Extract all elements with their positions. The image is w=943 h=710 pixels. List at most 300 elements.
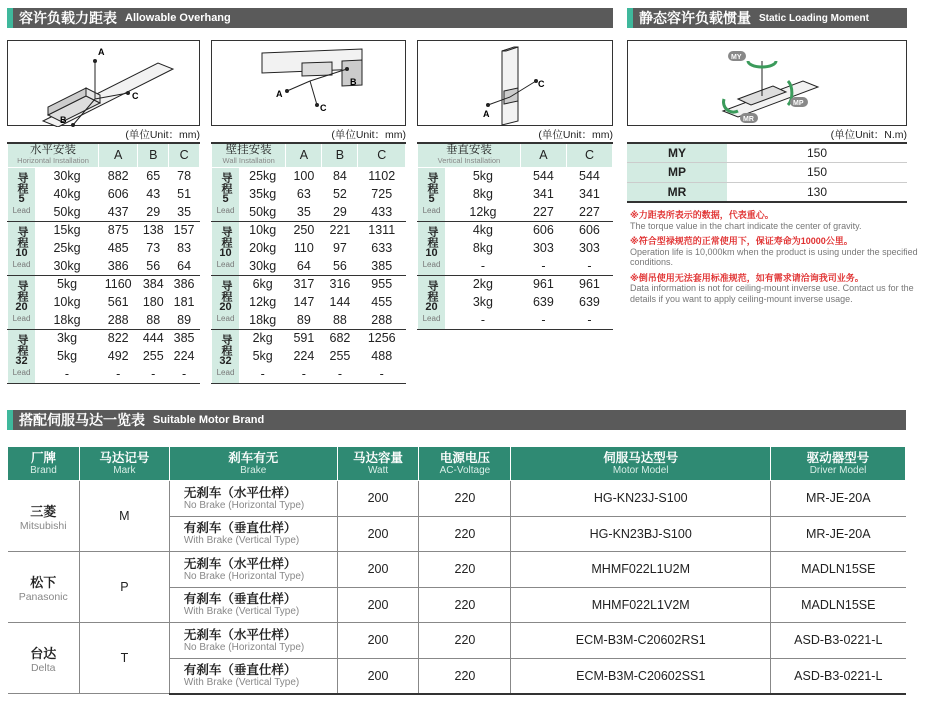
lead-cell	[212, 275, 240, 329]
volt-cell: 220	[419, 552, 511, 588]
moment-key: MP	[627, 163, 727, 183]
brand-cn: 台达	[30, 645, 57, 661]
value-cell: 1256	[358, 329, 406, 347]
wall-unit: (单位Unit：mm)	[331, 129, 406, 141]
value-cell: 221	[322, 221, 358, 239]
watt-cell: 200	[337, 587, 419, 623]
table-row	[418, 257, 613, 275]
note-en: Operation life is 10,000km when the product is using under the specified conditions.	[630, 246, 918, 267]
motor-header-en: Motor Model	[612, 464, 669, 476]
horizontal-overhang-table	[7, 142, 200, 384]
value-cell: 89	[169, 311, 200, 329]
load-cell: 12kg	[446, 203, 521, 221]
load-cell: 30kg	[240, 257, 286, 275]
driver-cell: MADLN15SE	[771, 587, 906, 623]
motor-header	[169, 447, 337, 481]
load-cell: 5kg	[240, 347, 286, 365]
vert-label-a: A	[483, 109, 490, 119]
driver-cell: MR-JE-20A	[771, 481, 906, 517]
value-cell: 341	[520, 185, 566, 203]
load-cell: 40kg	[36, 185, 99, 203]
table-row	[212, 293, 406, 311]
motor-header	[771, 447, 906, 481]
value-cell: 65	[138, 167, 169, 185]
watt-cell: 200	[337, 481, 419, 517]
brake-cell	[169, 516, 337, 552]
brake-cell	[169, 623, 337, 659]
table-row	[418, 293, 613, 311]
table-row	[8, 167, 200, 185]
motor-cell: MHMF022L1U2M	[511, 552, 771, 588]
moment-banner	[627, 8, 907, 28]
load-cell: -	[446, 311, 521, 329]
value-cell: 606	[99, 185, 138, 203]
motor-header-en: AC-Voltage	[439, 464, 491, 476]
load-cell: 5kg	[36, 347, 99, 365]
motor-cell: ECM-B3M-C20602RS1	[511, 623, 771, 659]
value-cell: 492	[99, 347, 138, 365]
brand-cell	[8, 623, 80, 694]
load-cell: 3kg	[446, 293, 521, 311]
table-row	[212, 257, 406, 275]
table-row	[418, 221, 613, 239]
lead-en: Lead	[422, 260, 441, 269]
brake-cell	[169, 552, 337, 588]
moment-drawing	[628, 41, 908, 127]
value-cell: 875	[99, 221, 138, 239]
moment-label-my: MY	[731, 54, 742, 61]
value-cell: 1102	[358, 167, 406, 185]
value-cell: 224	[286, 347, 322, 365]
value-cell: 89	[286, 311, 322, 329]
note-cn: ※力距表所表示的数据，代表重心。	[630, 210, 774, 220]
load-cell: 8kg	[446, 185, 521, 203]
value-cell: -	[138, 365, 169, 383]
value-cell: 97	[322, 239, 358, 257]
load-cell: 35kg	[240, 185, 286, 203]
lead-cn: 导程	[426, 280, 438, 302]
value-cell: 316	[322, 275, 358, 293]
motor-cell: MHMF022L1V2M	[511, 587, 771, 623]
value-cell: 961	[566, 275, 612, 293]
column-header-a: A	[520, 143, 566, 167]
value-cell: 224	[169, 347, 200, 365]
value-cell: 386	[99, 257, 138, 275]
lead-cell	[212, 221, 240, 275]
motor-header-en: Brand	[30, 464, 57, 476]
load-cell: 50kg	[240, 203, 286, 221]
value-cell: 437	[99, 203, 138, 221]
lead-en: Lead	[216, 314, 235, 323]
wall-rail-drawing	[212, 41, 407, 127]
wall-label-a: A	[276, 89, 283, 99]
wall-overhang-table	[211, 142, 406, 384]
motor-header	[8, 447, 80, 481]
value-cell: -	[520, 257, 566, 275]
moment-diagram	[627, 40, 907, 126]
load-cell: 50kg	[36, 203, 99, 221]
value-cell: -	[322, 365, 358, 383]
value-cell: 180	[138, 293, 169, 311]
value-cell: 29	[322, 203, 358, 221]
value-cell: 384	[138, 275, 169, 293]
table-row	[212, 329, 406, 347]
value-cell: 955	[358, 275, 406, 293]
driver-cell: MADLN15SE	[771, 552, 906, 588]
value-cell: 56	[138, 257, 169, 275]
table-row	[212, 221, 406, 239]
value-cell: 35	[169, 203, 200, 221]
motor-header-cn: 刹车有无	[228, 450, 279, 465]
watt-cell: 200	[337, 516, 419, 552]
note-cn: ※符合型禄规范的正常使用下，保证寿命为10000公里。	[630, 236, 853, 246]
vertical-overhang-table	[417, 142, 613, 330]
motor-header	[419, 447, 511, 481]
value-cell: 29	[138, 203, 169, 221]
table-row	[418, 185, 613, 203]
brake-en: With Brake (Vertical Type)	[183, 677, 300, 688]
value-cell: 386	[169, 275, 200, 293]
lead-value: 5	[428, 193, 435, 205]
lead-cell	[418, 275, 446, 329]
note-en: Data information is not for ceiling-mount inverse use. Contact us for the details if you want to apply ceiling-mount inverse usage.	[630, 283, 914, 304]
lead-cell	[418, 221, 446, 275]
load-cell: 15kg	[36, 221, 99, 239]
vertical-unit: (单位Unit：mm)	[538, 129, 613, 141]
lead-cn: 导程	[220, 280, 232, 302]
brake-cn: 有刹车（垂直仕样）	[183, 663, 297, 677]
install-type-header	[8, 143, 99, 167]
motor-header-cn: 马达记号	[99, 450, 150, 465]
table-row	[8, 221, 200, 239]
lead-en: Lead	[422, 314, 441, 323]
table-row	[418, 275, 613, 293]
moment-table	[627, 142, 907, 203]
brand-en: Delta	[30, 661, 56, 674]
load-cell: 30kg	[36, 257, 99, 275]
load-cell: 6kg	[240, 275, 286, 293]
value-cell: 385	[169, 329, 200, 347]
motor-header-cn: 电源电压	[439, 450, 490, 465]
brake-cell	[169, 658, 337, 694]
value-cell: 144	[322, 293, 358, 311]
volt-cell: 220	[419, 587, 511, 623]
table-row	[8, 365, 200, 383]
motor-row	[8, 481, 906, 517]
column-header-c: C	[566, 143, 612, 167]
moment-key: MR	[627, 182, 727, 202]
notes	[630, 210, 920, 309]
lead-cn: 导程	[16, 334, 28, 356]
lead-en: Lead	[12, 368, 31, 377]
value-cell: 64	[286, 257, 322, 275]
value-cell: 138	[138, 221, 169, 239]
lead-cn: 导程	[220, 172, 232, 194]
brake-en: With Brake (Vertical Type)	[183, 606, 300, 618]
lead-cn: 导程	[16, 172, 28, 194]
value-cell: 303	[520, 239, 566, 257]
brand-cn: 三菱	[30, 503, 57, 519]
mark-cell: T	[79, 623, 169, 694]
value-cell: 606	[520, 221, 566, 239]
lead-en: Lead	[216, 260, 235, 269]
value-cell: 725	[358, 185, 406, 203]
brake-cn: 无刹车（水平仕样）	[183, 556, 297, 571]
lead-cell	[8, 221, 36, 275]
table-row	[418, 239, 613, 257]
table-row	[418, 311, 613, 329]
wall-label-b: B	[350, 77, 357, 87]
value-cell: 288	[99, 311, 138, 329]
lead-value: 10	[15, 247, 28, 259]
overhang-title-en: Allowable Overhang	[125, 12, 231, 24]
label-c: C	[132, 91, 139, 101]
lead-en: Lead	[216, 206, 235, 215]
moment-label-mr: MR	[743, 116, 754, 123]
lead-cell	[8, 167, 36, 221]
vertical-rail-drawing	[418, 41, 614, 127]
mark-cell: M	[79, 481, 169, 552]
value-cell: -	[520, 311, 566, 329]
value-cell: 606	[566, 221, 612, 239]
value-cell: 255	[138, 347, 169, 365]
table-row	[8, 185, 200, 203]
value-cell: 317	[286, 275, 322, 293]
value-cell: 100	[286, 167, 322, 185]
lead-value: 10	[219, 247, 232, 259]
value-cell: 88	[322, 311, 358, 329]
column-header-a: A	[286, 143, 322, 167]
driver-cell: ASD-B3-0221-L	[771, 623, 906, 659]
table-row	[8, 329, 200, 347]
note	[630, 236, 920, 268]
motor-cell: HG-KN23BJ-S100	[511, 516, 771, 552]
motor-header-cn: 驱动器型号	[806, 450, 870, 465]
motor-header	[79, 447, 169, 481]
lead-value: 10	[425, 247, 438, 259]
lead-en: Lead	[12, 206, 31, 215]
motor-banner	[7, 410, 906, 430]
load-cell: 12kg	[240, 293, 286, 311]
value-cell: 485	[99, 239, 138, 257]
value-cell: 250	[286, 221, 322, 239]
lead-cell	[212, 167, 240, 221]
value-cell: 110	[286, 239, 322, 257]
column-header-c: C	[169, 143, 200, 167]
lead-cn: 导程	[16, 280, 28, 302]
value-cell: 56	[322, 257, 358, 275]
horizontal-rail-drawing	[8, 41, 201, 127]
volt-cell: 220	[419, 516, 511, 552]
brake-cell	[169, 587, 337, 623]
moment-value: 150	[727, 143, 907, 163]
table-row	[8, 203, 200, 221]
motor-header	[337, 447, 419, 481]
lead-value: 20	[15, 301, 28, 313]
brand-cell	[8, 481, 80, 552]
label-b: B	[60, 115, 67, 125]
note-en: The torque value in the chart indicate the center of gravity.	[630, 220, 862, 231]
install-type-cn: 壁挂安装	[225, 144, 272, 157]
note	[630, 273, 920, 305]
value-cell: 544	[566, 167, 612, 185]
motor-header-en: Driver Model	[809, 464, 867, 476]
motor-row	[8, 552, 906, 588]
load-cell: -	[240, 365, 286, 383]
driver-cell: MR-JE-20A	[771, 516, 906, 552]
mark-cell: P	[79, 552, 169, 623]
table-row	[418, 203, 613, 221]
moment-row	[627, 182, 907, 202]
value-cell: 63	[286, 185, 322, 203]
load-cell: 2kg	[446, 275, 521, 293]
brake-en: No Brake (Horizontal Type)	[183, 499, 305, 511]
watt-cell: 200	[337, 552, 419, 588]
load-cell: 5kg	[446, 167, 521, 185]
moment-label-mp: MP	[793, 100, 804, 107]
table-row	[8, 311, 200, 329]
motor-header-en: Watt	[367, 464, 389, 476]
lead-cell	[212, 329, 240, 383]
value-cell: 561	[99, 293, 138, 311]
table-row	[212, 365, 406, 383]
motor-header-cn: 厂牌	[30, 450, 56, 465]
label-a: A	[98, 47, 105, 57]
lead-value: 20	[219, 301, 232, 313]
install-type-en: Horizontal Installation	[17, 156, 89, 166]
table-row	[8, 275, 200, 293]
value-cell: 433	[358, 203, 406, 221]
load-cell: -	[36, 365, 99, 383]
load-cell: 20kg	[240, 239, 286, 257]
moment-value: 150	[727, 163, 907, 183]
volt-cell: 220	[419, 658, 511, 694]
motor-title-en: Suitable Motor Brand	[153, 414, 265, 426]
install-type-en: Vertical Installation	[437, 156, 501, 166]
column-header-a: A	[99, 143, 138, 167]
table-row	[212, 239, 406, 257]
brake-en: No Brake (Horizontal Type)	[183, 641, 305, 653]
lead-cell	[418, 167, 446, 221]
moment-value: 130	[727, 182, 907, 202]
wall-label-c: C	[320, 103, 327, 113]
motor-cell: HG-KN23J-S100	[511, 481, 771, 517]
horizontal-unit: (单位Unit：mm)	[125, 129, 200, 141]
value-cell: -	[566, 311, 612, 329]
lead-cn: 导程	[426, 226, 438, 248]
value-cell: 341	[566, 185, 612, 203]
brake-cn: 有刹车（垂直仕样）	[183, 521, 297, 536]
lead-en: Lead	[12, 260, 31, 269]
load-cell: 25kg	[36, 239, 99, 257]
motor-cell: ECM-B3M-C20602SS1	[511, 658, 771, 694]
table-row	[8, 239, 200, 257]
value-cell: 488	[358, 347, 406, 365]
value-cell: -	[286, 365, 322, 383]
moment-title-cn: 静态容许负载惯量	[639, 10, 751, 26]
driver-cell: ASD-B3-0221-L	[771, 658, 906, 694]
brake-en: With Brake (Vertical Type)	[183, 535, 300, 547]
value-cell: 822	[99, 329, 138, 347]
vert-label-c: C	[538, 79, 545, 89]
load-cell: 10kg	[240, 221, 286, 239]
moment-title-en: Static Loading Moment	[759, 12, 869, 24]
table-row	[212, 347, 406, 365]
column-header-b: B	[138, 143, 169, 167]
volt-cell: 220	[419, 481, 511, 517]
note	[630, 210, 920, 231]
motor-header-cn: 马达容量	[353, 450, 404, 465]
value-cell: 288	[358, 311, 406, 329]
value-cell: 35	[286, 203, 322, 221]
table-row	[8, 347, 200, 365]
motor-header-en: Brake	[240, 464, 267, 476]
load-cell: 10kg	[36, 293, 99, 311]
motor-header-cn: 伺服马达型号	[603, 450, 679, 465]
value-cell: 64	[169, 257, 200, 275]
value-cell: 51	[169, 185, 200, 203]
table-row	[212, 203, 406, 221]
value-cell: 52	[322, 185, 358, 203]
install-type-cn: 垂直安装	[445, 144, 492, 157]
value-cell: 303	[566, 239, 612, 257]
brake-cn: 无刹车（水平仕样）	[183, 485, 297, 500]
moment-key: MY	[627, 143, 727, 163]
lead-cell	[8, 275, 36, 329]
value-cell: 157	[169, 221, 200, 239]
load-cell: -	[446, 257, 521, 275]
vertical-diagram	[417, 40, 613, 126]
horizontal-diagram	[7, 40, 200, 126]
value-cell: 147	[286, 293, 322, 311]
install-type-cn: 水平安装	[30, 144, 77, 157]
lead-en: Lead	[216, 368, 235, 377]
load-cell: 30kg	[36, 167, 99, 185]
value-cell: 84	[322, 167, 358, 185]
lead-cn: 导程	[426, 172, 438, 194]
install-type-header	[418, 143, 521, 167]
wall-diagram	[211, 40, 406, 126]
value-cell: 181	[169, 293, 200, 311]
table-row	[212, 167, 406, 185]
lead-value: 32	[15, 355, 28, 367]
watt-cell: 200	[337, 658, 419, 694]
install-type-en: Wall Installation	[222, 156, 275, 166]
overhang-title-cn: 容许负载力距表	[19, 10, 117, 26]
install-type-header	[212, 143, 286, 167]
value-cell: 83	[169, 239, 200, 257]
column-header-b: B	[322, 143, 358, 167]
watt-cell: 200	[337, 623, 419, 659]
table-row	[212, 185, 406, 203]
brake-cell	[169, 481, 337, 517]
column-header-c: C	[358, 143, 406, 167]
lead-en: Lead	[12, 314, 31, 323]
lead-cell	[8, 329, 36, 383]
value-cell: 227	[520, 203, 566, 221]
value-cell: -	[566, 257, 612, 275]
load-cell: 2kg	[240, 329, 286, 347]
overhang-banner	[7, 8, 613, 28]
brake-en: No Brake (Horizontal Type)	[183, 570, 305, 582]
lead-en: Lead	[422, 206, 441, 215]
table-row	[8, 257, 200, 275]
value-cell: 88	[138, 311, 169, 329]
value-cell: 73	[138, 239, 169, 257]
brand-en: Panasonic	[18, 590, 68, 603]
load-cell: 8kg	[446, 239, 521, 257]
lead-value: 5	[222, 193, 229, 205]
